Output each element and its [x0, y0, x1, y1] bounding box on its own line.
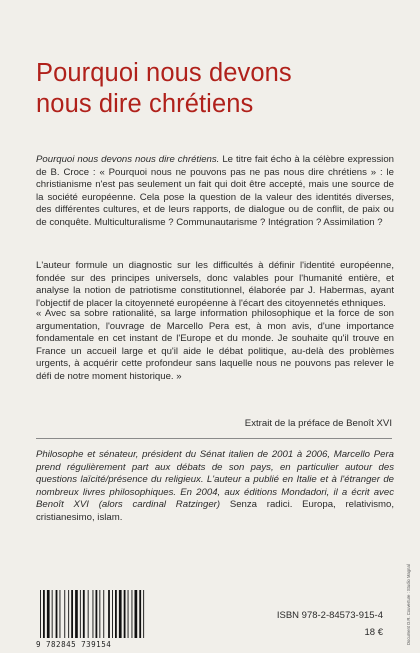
quote-source: Extrait de la préface de Benoît XVI [244, 418, 392, 429]
intro-paragraph [36, 154, 394, 230]
preface-quote: « Avec sa sobre rationalité, sa large information philosophique et la force de son argumentation, l'ouvrage de Marcello Pera est, à mon avis, d'une importance fondamentale en cet instant de l'Europe et du monde. Je souhaite qu'il trouve en France un accueil large et qu'il aide le débat politique, au-delà des problèmes urgents, à acquérir cette profondeur sans laquelle nous ne pouvons pas relever le défi de notre moment historique. » [36, 308, 394, 382]
title-line-1: Pourquoi nous devons [36, 59, 292, 87]
author-bio [36, 449, 394, 525]
barcode [36, 590, 156, 640]
intro-text: Le titre fait écho à la célèbre expression de B. Croce : « Pourquoi nous ne pouvons pas ne pas nous dire chrétiens » : le christianisme n'est pas seulement un fait qui doit être accepté, mais une source de la société européenne. Cela pose la question de la valeur des identités diverses, des différentes cultures, et de leurs rapports, de dialogue ou de conflit, de paix ou de conquête. Multiculturalisme ? Communautarisme ? Intégration ? Assimilation ? [36, 154, 394, 228]
price: 18 € [364, 627, 383, 638]
cover-credit: Document D.R. Couverture : Studio Magnal [406, 564, 411, 645]
author-bio-book-title: Senza radici. Europa, relativismo, cristianesimo, islam. [36, 499, 394, 523]
section-divider [36, 438, 392, 439]
barcode-number: 9 782845 739154 [36, 640, 112, 649]
author-bio-italic: Philosophe et sénateur, président du Sénat italien de 2001 à 2006, Marcello Pera prend régulièrement part aux débats de son pays, en particulier autour des questions laïcité/présence du religieux. L'auteur a publié en Italie et à l'étranger de nombreux livres philosophiques. En 2004, aux éditions Mondadori, il a écrit avec Benoît XVI (alors cardinal Ratzinger) [36, 449, 394, 511]
diagnostic-paragraph: L'auteur formule un diagnostic sur les difficultés à définir l'identité européenne, fondée sur des principes universels, donc valables pour l'humanité entière, et analyse la notion de patriotisme constitutionnel, élaborée par J. Habermas, ayant l'objectif de placer la citoyenneté européenne à l'écart des citoyennetés ethniques. [36, 260, 394, 309]
title-line-2: nous dire chrétiens [36, 90, 254, 118]
barcode-bars [36, 590, 156, 640]
isbn: ISBN 978-2-84573-915-4 [276, 610, 383, 621]
intro-italic-lead: Pourquoi nous devons nous dire chrétiens. [36, 154, 220, 165]
book-title [36, 58, 396, 120]
